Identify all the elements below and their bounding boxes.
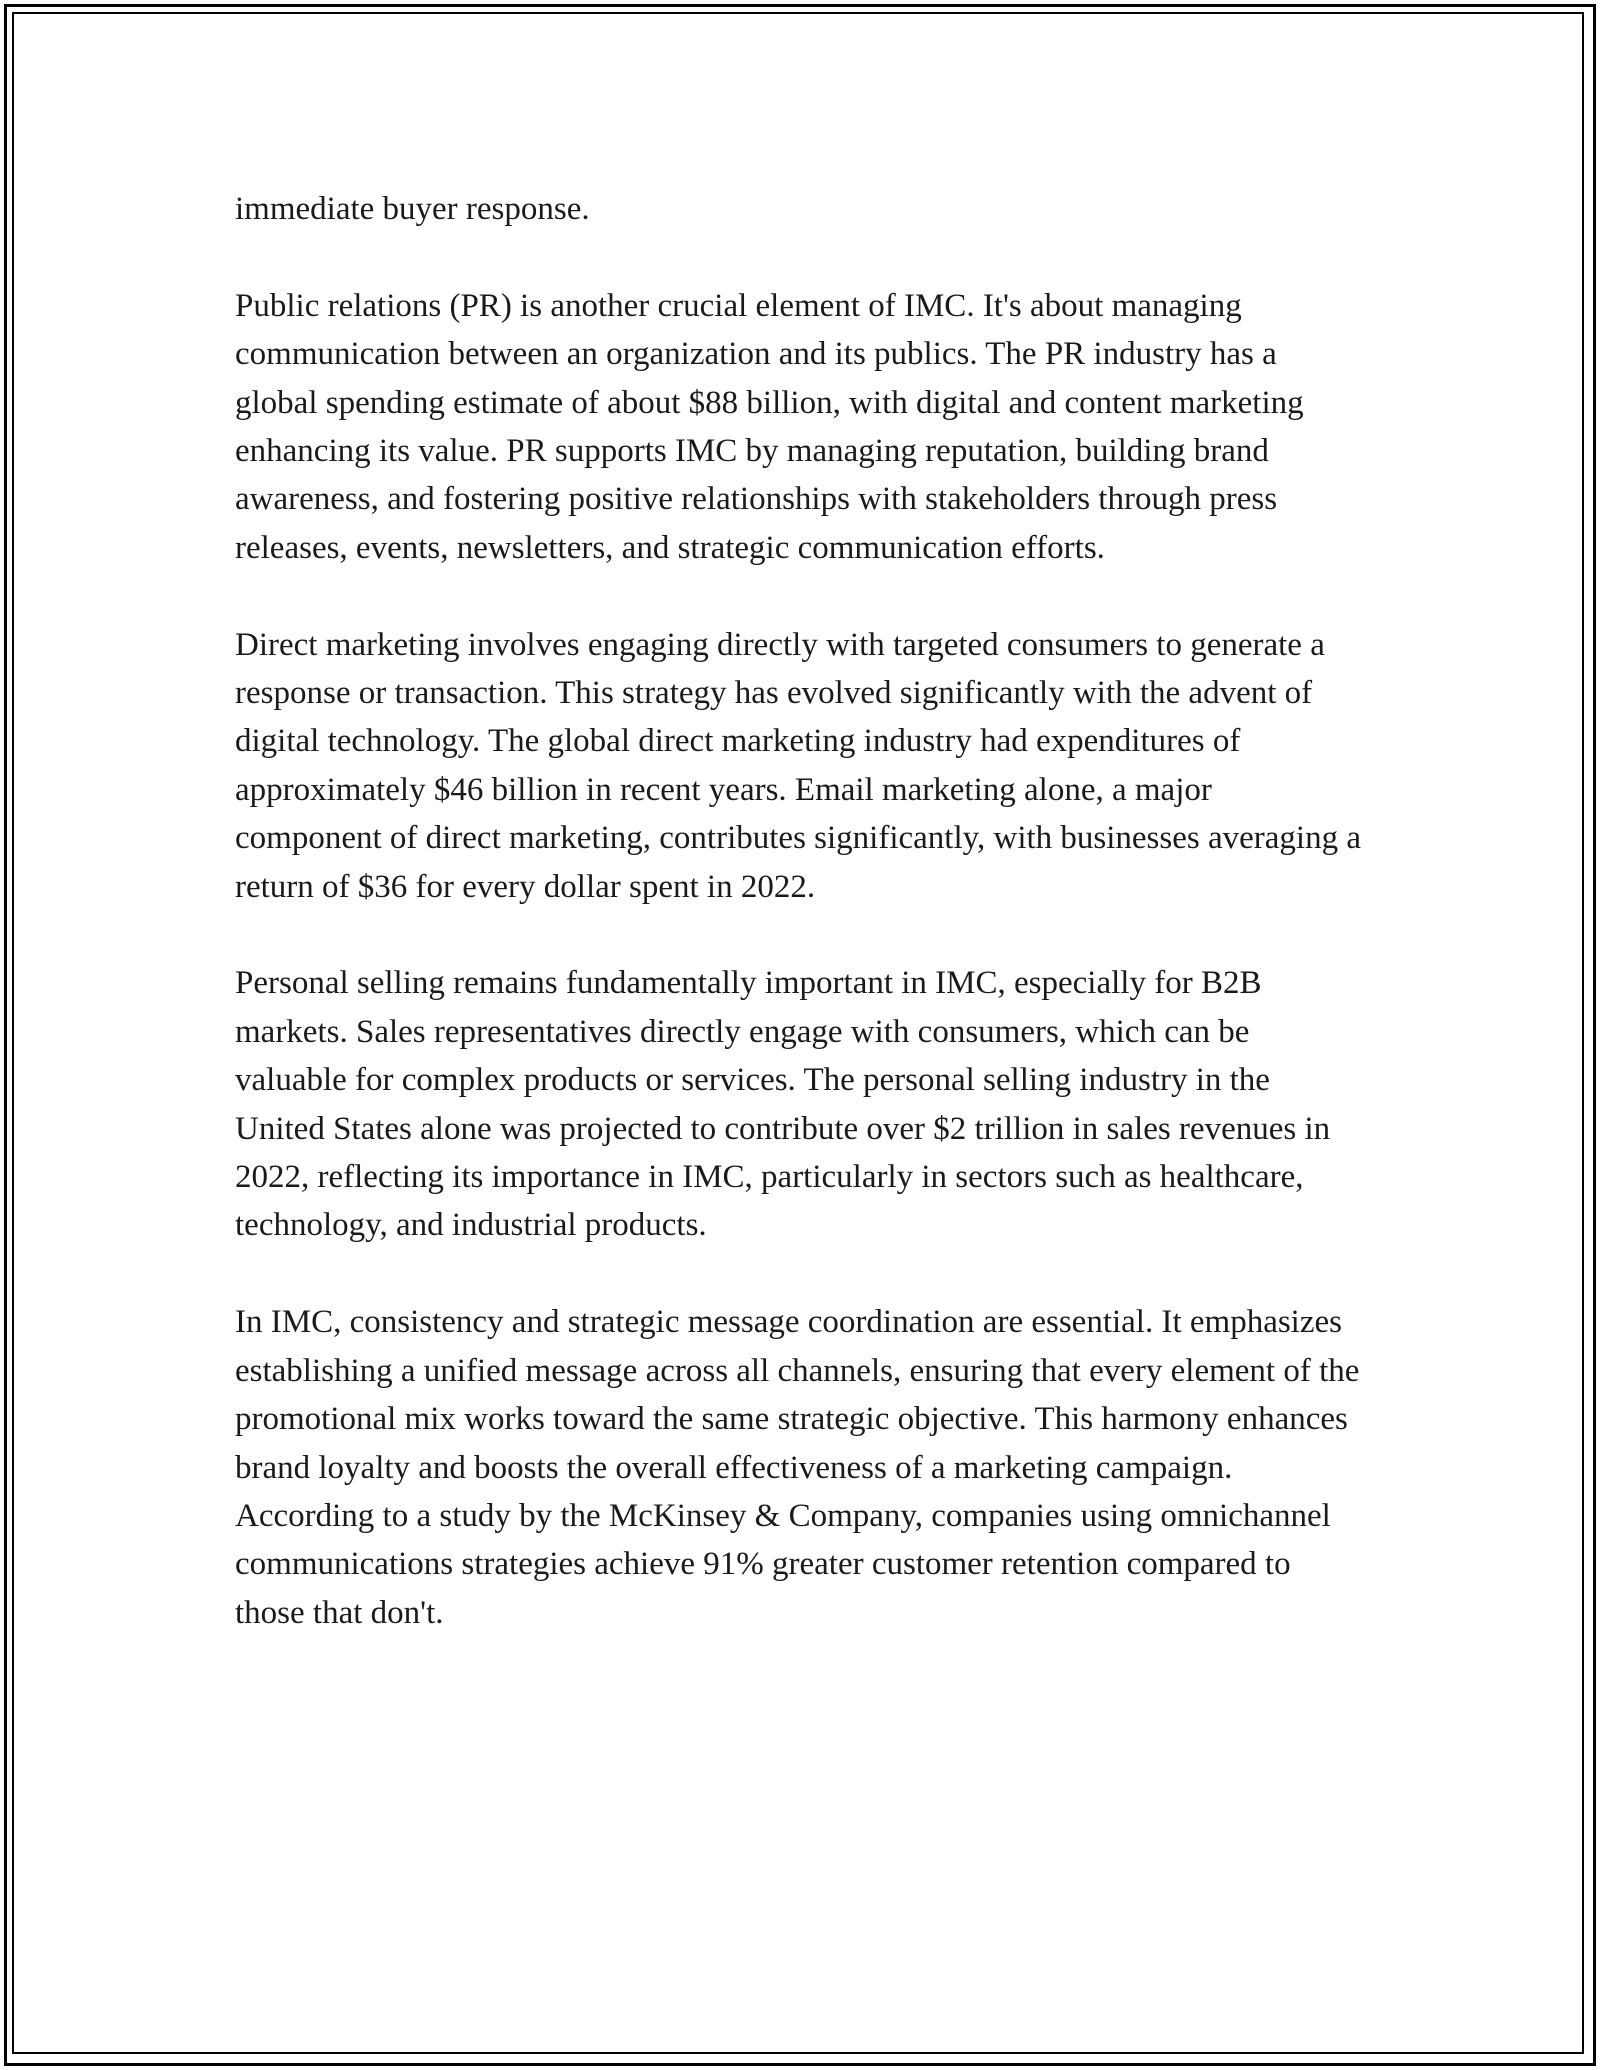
paragraph-continuation: immediate buyer response. [235,191,590,227]
paragraph-imc-consistency: In IMC, consistency and strategic message coordination are essential. It emphasizes establishing a unified message across all channels, ensuring that every element of the promotional mix works toward the same strategic objective. This harmony enhances brand loyalty and boosts the overall effectiveness of a marketing campaign. According to a study by the McKinsey & Company, companies using omnichannel communications strategies achieve 91% greater customer retention compared to those that don't. [235,1304,1360,1631]
paragraph-public-relations: Public relations (PR) is another crucial element of IMC. It's about managing communication between an organization and its publics. The PR industry has a global spending estimate of about $88 billion, with digital and content marketing enhancing its value. PR supports IMC by managing reputation, building brand awareness, and fostering positive relationships with stakeholders through press releases, events, newsletters, and strategic communication efforts. [235,287,1304,566]
paragraph-personal-selling: Personal selling remains fundamentally important in IMC, especially for B2B markets. Sales representatives directly engage with consumers, which can be valuable for complex products or services. The personal selling industry in the United States alone was projected to contribute over $2 trillion in sales revenues in 2022, reflecting its importance in IMC, particularly in sectors such as healthcare, technology, and industrial products. [235,965,1331,1244]
document-body [235,185,1365,1686]
paragraph-direct-marketing: Direct marketing involves engaging directly with targeted consumers to generate a response or transaction. This strategy has evolved significantly with the advent of digital technology. The global direct marketing industry had expenditures of approximately $46 billion in recent years. Email marketing alone, a major component of direct marketing, contributes significantly, with businesses averaging a return of $36 for every dollar spent in 2022. [235,626,1361,905]
